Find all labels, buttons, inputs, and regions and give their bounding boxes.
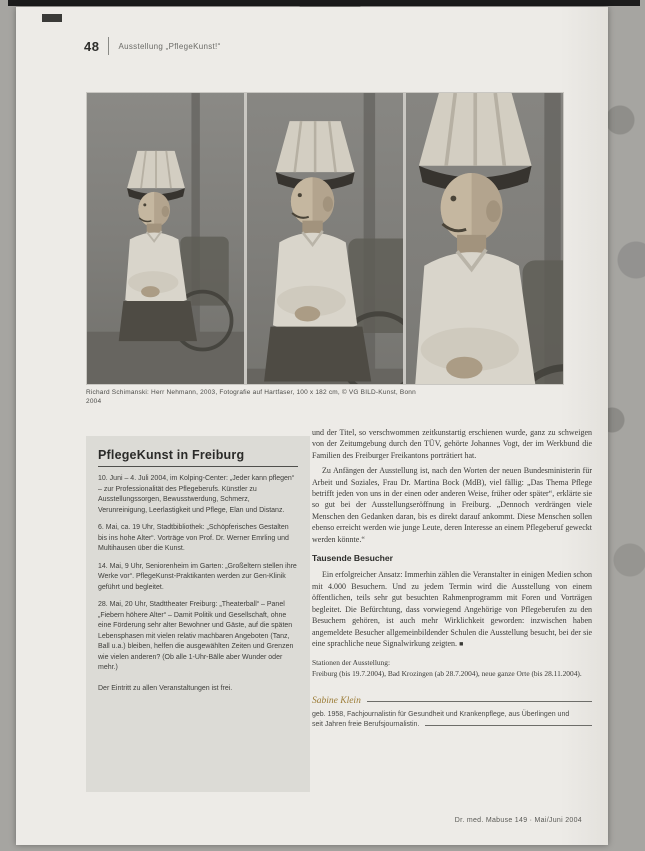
journal-footer: Dr. med. Mabuse 149 · Mai/Juni 2004 [454,817,582,824]
author-name: Sabine Klein [312,695,361,706]
page-header [84,37,221,55]
author-bio-line: geb. 1958, Fachjournalistin für Gesundheit und Krankenpflege, aus Überlingen und [312,710,570,718]
magazine-page [16,7,608,845]
event-item: 6. Mai, ca. 19 Uhr, Stadtbibliothek: „Schöpferisches Gestalten bis ins hohe Alter“. Vorträge von Prof. Dr. Werner Emrling und Multihausen über die Kunst. [98,524,289,552]
scan-edge-strip [8,0,640,6]
scan-artifact [42,14,62,22]
artwork-panel-close [406,93,563,384]
artwork-panel-mid [247,93,404,384]
article-paragraph-text: Ein erfolgreicher Ansatz: Immerhin zählen die Veranstalter in einigen Medien schon mit 4.000 Besuchern. Und zu jedem Termin wird die Ausstellung von einem öffentlichen, teils sehr gut besuchten Rahmenprogramm mit Foren und Vorträgen begleitet. Die Befürchtung, dass vorwiegend Angehörige von Pflegeberufen zu den Besuchern gehören, ist auch mehr Wirklichkeit geworden: inzwischen haben angemeldete Besucher allgemeinbildender Schulen die Ausstellung besucht, bei der sie eine sprachliche neue Signalwirkung zeigten. [312,570,592,648]
article-paragraph: Zu Anfängen der Ausstellung ist, nach den Worten der neuen Bundesministerin für Arbeit und Soziales, Frau Dr. Martina Bock (MdB), viel fällig: „Das Thema Pflege betrifft jeden von uns in der einen oder anderen Weise, früher oder später“, erklärte sie so gut bei der Ausstellungseröffnung in Freiburg. „Dennoch verdrängen viele Menschen den Gedanken daran, bis es direkt darauf ankommt. Diese Menschen sollen ebenso erreicht werden wie junge Leute, deren Interesse an einem Pflegeberuf geweckt werden könnte.“ [312,466,592,544]
author-rule [367,701,592,702]
artwork-caption [86,388,572,406]
author-bio-line [312,720,592,731]
admission-note: Der Eintritt zu allen Veranstaltungen ist frei. [98,684,233,692]
author-block [312,696,592,731]
author-name-line [312,696,592,707]
info-box-title: PflegeKunst in Freiburg [98,448,298,467]
author-bio [312,710,592,731]
exhibition-stations [312,658,592,679]
page-number: 48 [84,38,100,54]
article-running-title: Ausstellung „PflegeKunst!“ [118,41,221,51]
artwork-triptych [86,92,564,385]
caption-continuation: 2004 [86,398,102,405]
article-paragraph: und der Titel, so verschwommen zeitkunstartig erschienen wurde, ganz zu schweigen von der Zeitumgebung durch den TÜV, gehörte Johannes Vogt, der im Werkbund die Familien des Freiburger Freikantons porträtiert hat. [312,428,592,460]
author-rule [425,725,592,726]
event-item: 10. Juni – 4. Juli 2004, im Kolping-Center: „Jeder kann pflegen“ – zur Professionalität des Pflegeberufs. Künstler zu Ausstellungssorgen, Bewusstwerdung, Schmerz, Verunreinigung, Leerlastigkeit und Pflege, Elan und Distanz. [98,475,295,514]
stations-label: Stationen der Ausstellung: [312,658,391,668]
caption-text: Richard Schimanski: Herr Nehmann, 2003, Fotografie auf Hartfaser, 100 x 182 cm, © VG BILD-Kunst, Bonn [86,389,416,396]
event-item: 28. Mai, 20 Uhr, Stadttheater Freiburg: „Theaterball“ – Panel „Fiebern höhere Alter“ – Damit Politik und Gesellschaft, ohne eine Förderung sehr alter Bewohner und Gäste, auf die späten Lebensphasen mit vielen relativ machbaren Angeboten (Tanz, Ball u.a.) bleiben, helfen die ausgewählten Zeiten und Grenzen wie vielen anderen? (Ob alle 1-Uhr-Bälle aber Wunder oder mehr.) [98,601,294,671]
article-column [312,427,592,731]
event-info-box [86,436,310,792]
article-subheading: Tausende Besucher [312,553,394,564]
stations-text: Freiburg (bis 19.7.2004), Bad Krozingen (ab 28.7.2004), neue ganze Orte (bis 28.11.2004). [312,668,582,678]
author-bio-text: seit Jahren freie Berufsjournalistin. [312,721,420,729]
event-item: 14. Mai, 9 Uhr, Seniorenheim im Garten: „Großeltern stellen ihre Werke vor“. PflegeKunst-Praktikanten werden zur Gen-Klinik geführt und begleitet. [98,562,297,591]
article-paragraph [312,569,592,650]
header-divider [108,37,109,55]
artwork-panel-far [87,93,244,384]
end-of-article-marker: ■ [459,639,466,648]
